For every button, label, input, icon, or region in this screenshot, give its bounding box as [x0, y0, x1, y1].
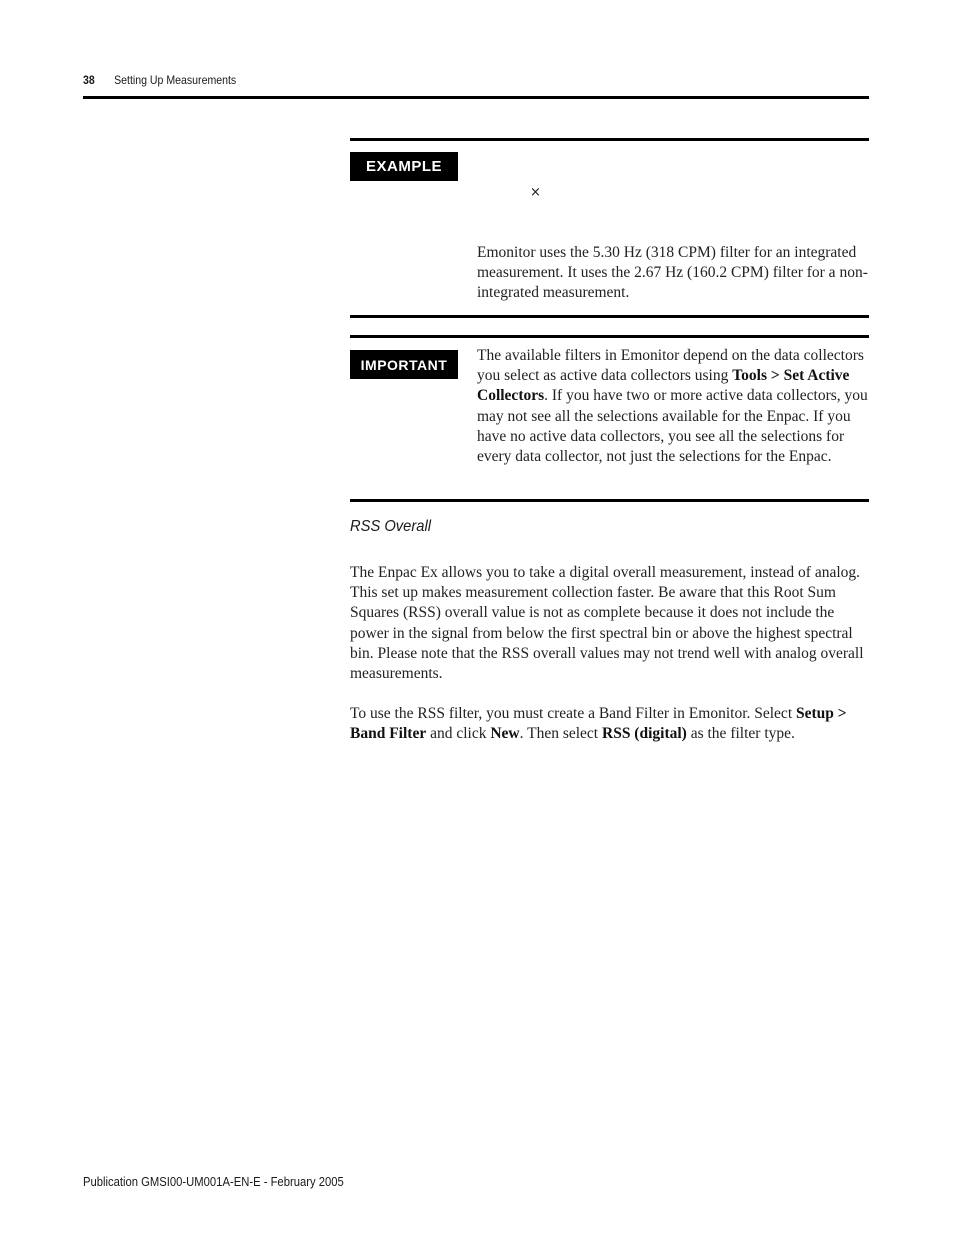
example-label: EXAMPLE: [350, 152, 458, 181]
new-button-name: New: [490, 725, 520, 743]
multiplication-symbol: ×: [530, 185, 541, 200]
rss-option-name: RSS (digital): [602, 725, 687, 743]
example-bottom-rule: [350, 315, 869, 318]
example-text: Emonitor uses the 5.30 Hz (318 CPM) filter for an integrated measurement. It uses the 2.67 Hz (160.2 CPM) filter for a non-integrated measurement.: [477, 244, 868, 302]
section-heading: RSS Overall: [350, 518, 431, 535]
example-top-rule: [350, 138, 869, 141]
paragraph-rss-instructions: To use the RSS filter, you must create a Band Filter in Emonitor. Select Setup > Band Filter and click New. Then select RSS (digital) as the filter type.: [350, 705, 847, 743]
header-rule: [83, 96, 869, 99]
important-label: IMPORTANT: [350, 350, 458, 379]
page-header: [83, 73, 236, 87]
chapter-title: Setting Up Measurements: [114, 73, 237, 87]
menu-path-tools: Tools > Set Active Collectors: [477, 367, 850, 405]
paragraph-rss-overview: The Enpac Ex allows you to take a digital overall measurement, instead of analog. This set up makes measurement collection faster. Be aware that this Root Sum Squares (RSS) overall value is not as complete because it does not include the power in the signal from below the first spectral bin or above the highest spectral bin. Please note that the RSS overall values may not trend well with analog overall measurements.: [350, 564, 864, 683]
page-number: 38: [83, 73, 95, 87]
publication-footer: Publication GMSI00-UM001A-EN-E - February 2005: [83, 1175, 344, 1189]
menu-path-setup: Setup > Band Filter: [350, 705, 847, 743]
important-bottom-rule: [350, 499, 869, 502]
important-top-rule: [350, 335, 869, 338]
important-text: The available filters in Emonitor depend on the data collectors you select as active data collectors using Tools > Set Active Collectors. If you have two or more active data collectors, you may not see all the selections available for the Enpac. If you have no active data collectors, you see all the selections for every data collector, not just the selections for the Enpac.: [477, 347, 868, 466]
